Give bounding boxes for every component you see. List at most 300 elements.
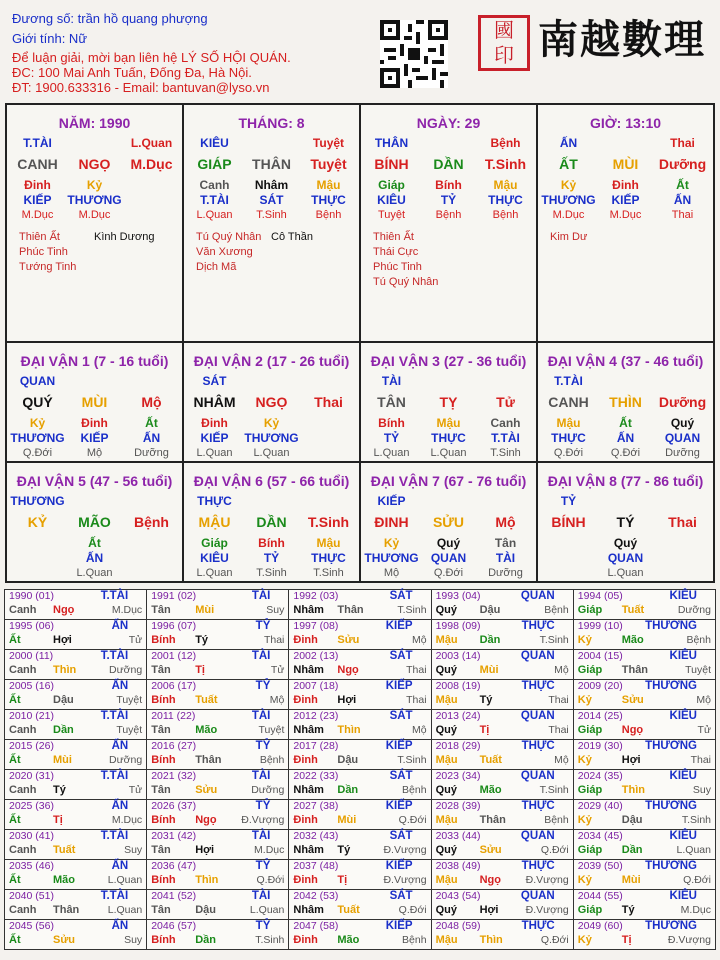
year-branch: Sửu xyxy=(53,934,76,946)
year-life-stage: Thai xyxy=(406,664,427,676)
star-row xyxy=(373,230,536,245)
year-line xyxy=(578,634,711,648)
year-label: 2021 (32) xyxy=(151,770,197,782)
year-cell xyxy=(5,920,147,950)
year-stem: Bính xyxy=(151,814,176,826)
year-label: 2023 (34) xyxy=(435,770,481,782)
ten-god-row xyxy=(538,131,713,153)
hidden-god xyxy=(123,193,179,208)
year-line xyxy=(578,814,711,828)
hidden-god: SÁT xyxy=(259,193,284,207)
year-life-stage: Suy xyxy=(124,934,143,946)
year-god: SÁT xyxy=(389,710,413,722)
year-god: KIÊU xyxy=(669,770,697,782)
year-stem: Giáp xyxy=(577,724,603,736)
year-line xyxy=(436,800,569,814)
year-branch: Tý xyxy=(337,844,351,856)
year-stem: Tân xyxy=(151,844,171,856)
year-god: TỶ xyxy=(255,860,271,872)
year-label: 2035 (46) xyxy=(9,860,54,872)
year-line xyxy=(9,874,142,888)
life-stage: L.Quan xyxy=(76,567,113,579)
hidden-god: ẤN xyxy=(142,431,161,445)
hidden-stem: Quý xyxy=(613,536,638,550)
year-stem: Canh xyxy=(9,784,37,796)
year-god: T.TÀI xyxy=(100,710,129,722)
year-label: 2039 (50) xyxy=(577,860,623,872)
year-row xyxy=(5,650,716,680)
year-life-stage: Bệnh xyxy=(686,634,711,646)
dai-van-title: ĐẠI VẬN 6 (57 - 66 tuổi) xyxy=(193,473,350,489)
year-line xyxy=(293,680,426,694)
hidden-stem-row xyxy=(184,175,359,193)
hidden-stem: Canh xyxy=(199,178,230,192)
year-line xyxy=(578,664,711,678)
year-branch: Tuất xyxy=(195,694,218,706)
year-cell xyxy=(289,890,431,920)
year-god: THƯƠNG xyxy=(645,680,697,692)
year-line xyxy=(151,830,284,844)
life-stage: L.Quan xyxy=(373,447,410,459)
stem-branch: CANH xyxy=(548,394,589,410)
year-life-stage: L.Quan xyxy=(676,844,711,856)
star-row xyxy=(196,260,359,275)
year-branch: Ngọ xyxy=(195,814,217,826)
bazi-chart xyxy=(5,103,715,583)
year-line xyxy=(436,920,569,934)
year-stem: Nhâm xyxy=(293,724,324,736)
hidden-stem: Quý xyxy=(670,416,695,430)
life-stage xyxy=(654,566,710,581)
year-label: 2004 (15) xyxy=(577,650,623,662)
year-branch: Dậu xyxy=(621,814,643,826)
year-line xyxy=(436,634,569,648)
life-stage: L.Quan xyxy=(196,447,233,459)
year-line xyxy=(151,634,284,648)
year-cell xyxy=(573,710,715,740)
stem-branch: BÍNH xyxy=(374,156,409,172)
hidden-god-row xyxy=(538,193,713,208)
hidden-god xyxy=(9,551,65,566)
life-stage-row xyxy=(184,446,359,461)
hidden-stem-row xyxy=(184,533,359,551)
year-branch: Thân xyxy=(479,814,506,826)
year-branch: Mùi xyxy=(195,604,215,616)
year-line xyxy=(9,860,142,874)
year-life-stage: Tử xyxy=(697,724,711,736)
year-branch: Tị xyxy=(53,814,63,826)
year-life-stage: Đ.Vượng xyxy=(383,874,427,886)
year-stem: Ất xyxy=(9,754,21,766)
year-cell xyxy=(147,590,289,620)
stem-branch: Thai xyxy=(668,514,697,530)
stem-branch: Mộ xyxy=(141,394,162,410)
year-branch: Mão xyxy=(337,934,360,946)
year-line xyxy=(151,814,284,828)
star-row xyxy=(550,230,713,245)
hidden-stem-row xyxy=(361,413,536,431)
year-label: 2001 (12) xyxy=(151,650,197,662)
stem-branch: M.Dục xyxy=(130,156,173,172)
year-cell xyxy=(431,710,573,740)
year-line xyxy=(578,724,711,738)
hidden-god: THƯƠNG xyxy=(10,431,65,445)
star-row xyxy=(373,260,536,275)
year-stem: Mậu xyxy=(435,634,458,646)
stem-branch: KỶ xyxy=(27,514,48,530)
year-label: 2002 (13) xyxy=(293,650,339,662)
year-label: 2009 (20) xyxy=(577,680,623,692)
life-stage xyxy=(123,566,179,581)
year-life-stage: Bệnh xyxy=(544,604,569,616)
contact-note: Để luận giải, mời bạn liên hệ LÝ SỐ HỘI QUÁN. xyxy=(12,50,291,65)
year-cell xyxy=(5,590,147,620)
year-line xyxy=(578,844,711,858)
year-line xyxy=(436,934,569,948)
star-name: Phúc Tinh xyxy=(373,261,422,273)
life-stage: Bệnh xyxy=(315,209,342,221)
year-branch: Sửu xyxy=(621,694,644,706)
hidden-god: THƯƠNG xyxy=(244,431,299,445)
year-cell xyxy=(147,710,289,740)
year-branch: Thân xyxy=(195,754,222,766)
life-stage-row xyxy=(361,446,536,461)
year-line xyxy=(436,770,569,784)
year-stem: Mậu xyxy=(435,694,458,706)
year-branch: Mão xyxy=(195,724,218,736)
gender: Giới tính: Nữ xyxy=(12,31,88,46)
year-life-stage: Bệnh xyxy=(402,934,427,946)
year-line xyxy=(293,590,426,604)
hidden-stem-row xyxy=(361,533,536,551)
year-life-stage: Đ.Vượng xyxy=(241,814,285,826)
year-cell xyxy=(5,740,147,770)
life-stage xyxy=(300,446,356,461)
stem-branch: GIÁP xyxy=(197,156,232,172)
year-god: THỰC xyxy=(521,920,555,932)
hidden-god-row xyxy=(7,193,182,208)
year-line xyxy=(9,754,142,768)
hidden-god: THỰC xyxy=(488,193,523,207)
life-stage: M.Dục xyxy=(609,209,642,221)
year-life-stage: Dưỡng xyxy=(109,754,143,766)
header xyxy=(0,0,720,100)
hidden-god: THƯƠNG xyxy=(364,551,419,565)
year-god: ẤN xyxy=(111,620,129,632)
year-branch: Hợi xyxy=(195,844,215,856)
year-label: 2027 (38) xyxy=(293,800,339,812)
year-branch: Mùi xyxy=(53,754,72,766)
hidden-god: THƯƠNG xyxy=(541,193,596,207)
year-line xyxy=(293,664,426,678)
hidden-stem xyxy=(300,415,356,431)
hidden-god: KIẾP xyxy=(80,431,109,445)
year-label: 2033 (44) xyxy=(435,830,481,842)
year-branch: Ngọ xyxy=(53,604,75,616)
year-god: KIÊU xyxy=(669,890,697,902)
year-stem: Tân xyxy=(151,664,171,676)
year-stem: Ất xyxy=(9,874,21,886)
year-line xyxy=(9,740,142,754)
hidden-god-row xyxy=(538,551,713,566)
year-line xyxy=(436,664,569,678)
year-life-stage: Q.Đới xyxy=(683,874,711,886)
life-stage: L.Quan xyxy=(607,567,644,579)
year-stem: Quý xyxy=(435,604,457,616)
year-row xyxy=(5,890,716,920)
year-cell xyxy=(147,890,289,920)
hidden-god: THƯƠNG xyxy=(67,193,122,207)
year-line xyxy=(436,784,569,798)
stem-branch: NHÂM xyxy=(193,394,236,410)
star-name: Thiên Ất xyxy=(373,231,414,243)
year-line xyxy=(293,770,426,784)
year-label: 2043 (54) xyxy=(435,890,481,902)
dai-van-7 xyxy=(360,462,537,582)
year-label: 2047 (58) xyxy=(293,920,339,932)
life-stage: Dưỡng xyxy=(488,567,523,579)
year-row xyxy=(5,620,716,650)
hidden-stem: Đinh xyxy=(612,178,639,192)
year-cell xyxy=(289,710,431,740)
year-life-stage: Bệnh xyxy=(544,814,569,826)
year-god: ẤN xyxy=(111,860,129,872)
year-label: 2010 (21) xyxy=(9,710,54,722)
year-branch: Tý xyxy=(479,694,493,706)
star-name: Phúc Tinh xyxy=(19,246,68,258)
pillar-hour xyxy=(537,104,714,342)
year-label: 2029 (40) xyxy=(577,800,623,812)
year-line xyxy=(578,694,711,708)
year-life-stage: Tuyệt xyxy=(685,664,711,676)
ten-god-row xyxy=(184,369,359,391)
hidden-stem xyxy=(540,535,596,551)
stem-branch: QUÝ xyxy=(22,394,53,410)
hidden-stem: Kỷ xyxy=(383,536,400,550)
ten-god-row xyxy=(7,489,182,511)
year-line xyxy=(151,694,284,708)
life-stage-row xyxy=(361,208,536,223)
year-branch: Mão xyxy=(53,874,75,886)
stem-branch: Bệnh xyxy=(133,514,169,530)
star-name: Kim Dư xyxy=(550,231,588,243)
year-line xyxy=(9,844,142,858)
year-cell xyxy=(573,740,715,770)
year-god: KIẾP xyxy=(385,620,413,632)
ten-god: QUAN xyxy=(19,374,56,388)
year-life-stage: L.Quan xyxy=(107,904,143,916)
year-cell xyxy=(573,650,715,680)
stem-branch: Thai xyxy=(314,394,343,410)
year-branch: Dần xyxy=(337,784,359,796)
stem-branch-row xyxy=(184,391,359,413)
year-cell xyxy=(289,920,431,950)
year-branch: Hợi xyxy=(337,694,357,706)
year-life-stage: Mộ xyxy=(554,664,569,676)
year-row xyxy=(5,770,716,800)
year-cell xyxy=(289,770,431,800)
year-cell xyxy=(289,800,431,830)
life-stage: L.Quan xyxy=(253,447,290,459)
stem-branch: Tử xyxy=(496,394,515,410)
ten-god: T.TÀI xyxy=(554,374,583,388)
year-branch: Dậu xyxy=(53,694,74,706)
hidden-god: TỶ xyxy=(263,551,280,565)
ten-god xyxy=(420,492,476,511)
year-branch: Thân xyxy=(621,664,649,676)
year-stem: Bính xyxy=(151,934,176,946)
year-life-stage: T.Sinh xyxy=(539,634,569,646)
year-label: 1993 (04) xyxy=(435,590,481,602)
hidden-god xyxy=(300,431,356,446)
year-cell xyxy=(573,590,715,620)
year-label: 1990 (01) xyxy=(9,590,54,602)
year-label: 2038 (49) xyxy=(435,860,481,872)
stem-branch: THÂN xyxy=(252,156,291,172)
year-cell xyxy=(5,800,147,830)
stem-branch: DẦN xyxy=(256,514,287,530)
year-line xyxy=(9,920,142,934)
stem-branch: T.Sinh xyxy=(307,514,350,530)
year-stem: Bính xyxy=(151,874,176,886)
year-cell xyxy=(5,620,147,650)
year-god: KIẾP xyxy=(385,680,413,692)
year-cell xyxy=(289,830,431,860)
ten-god xyxy=(243,134,299,153)
year-line xyxy=(9,634,142,648)
year-stem: Giáp xyxy=(577,844,603,856)
year-label: 2040 (51) xyxy=(9,890,54,902)
year-stem: Canh xyxy=(9,724,37,736)
year-branch: Dần xyxy=(53,724,74,736)
year-god: TÀI xyxy=(251,590,271,602)
year-line xyxy=(151,934,284,948)
year-line xyxy=(9,934,142,948)
stem-branch-row xyxy=(184,153,359,175)
year-life-stage: Mộ xyxy=(411,634,427,646)
year-line xyxy=(578,604,711,618)
hidden-stem: Kỷ xyxy=(263,416,280,430)
star-row xyxy=(196,230,359,245)
star-name: Kình Dương xyxy=(94,231,155,243)
year-god: TỶ xyxy=(255,740,271,752)
year-stem: Kỷ xyxy=(577,634,592,646)
hidden-stem-row xyxy=(7,413,182,431)
year-label: 1995 (06) xyxy=(9,620,54,632)
year-line xyxy=(293,634,426,648)
stem-branch: MÙI xyxy=(81,394,108,410)
ten-god xyxy=(123,492,179,511)
year-label: 1994 (05) xyxy=(577,590,623,602)
ten-god-row xyxy=(7,369,182,391)
year-cell xyxy=(573,860,715,890)
year-life-stage: Mộ xyxy=(554,754,569,766)
year-god: KIẾP xyxy=(385,920,413,932)
hidden-god-row xyxy=(184,431,359,446)
year-label: 2044 (55) xyxy=(577,890,623,902)
year-line xyxy=(293,754,426,768)
year-god: QUAN xyxy=(520,830,555,842)
year-stem: Giáp xyxy=(577,664,603,676)
year-line xyxy=(9,814,142,828)
dai-van-6 xyxy=(183,462,360,582)
ten-god-row xyxy=(538,369,713,391)
year-cell xyxy=(289,650,431,680)
star-row xyxy=(19,245,182,260)
year-cell xyxy=(147,860,289,890)
year-line xyxy=(578,710,711,724)
owner-name: Đương số: trần hồ quang phượng xyxy=(12,11,208,26)
hidden-stem: Kỷ xyxy=(29,416,46,430)
stem-branch: TÝ xyxy=(616,514,635,530)
year-line xyxy=(436,694,569,708)
year-branch: Tuất xyxy=(479,754,502,766)
hidden-god: TÀI xyxy=(495,551,516,565)
star-row xyxy=(196,245,359,260)
hidden-god: KIẾP xyxy=(200,431,229,445)
year-line xyxy=(293,604,426,618)
year-branch: Dậu xyxy=(337,754,359,766)
year-life-stage: Bệnh xyxy=(402,784,427,796)
year-line xyxy=(9,770,142,784)
year-life-stage: Mộ xyxy=(411,724,427,736)
year-god: THƯƠNG xyxy=(645,740,697,752)
year-god: SÁT xyxy=(389,650,413,662)
stem-branch: DẦN xyxy=(433,156,464,172)
year-branch: Thìn xyxy=(195,874,219,886)
year-line xyxy=(436,604,569,618)
year-stem: Mậu xyxy=(435,814,458,826)
year-line xyxy=(151,724,284,738)
phone-email[interactable]: ĐT: 1900.633316 - Email: bantuvan@lyso.vn xyxy=(12,80,270,95)
year-line xyxy=(151,664,284,678)
hidden-stem: Bính xyxy=(378,416,405,430)
year-cell xyxy=(431,920,573,950)
year-branch: Sửu xyxy=(337,634,360,646)
hidden-stem-row xyxy=(538,175,713,193)
year-cell xyxy=(573,830,715,860)
year-stem: Đinh xyxy=(293,754,318,766)
year-life-stage: M.Dục xyxy=(111,814,143,826)
year-cell xyxy=(431,830,573,860)
year-line xyxy=(436,740,569,754)
stem-branch: MÙI xyxy=(612,156,639,172)
life-stage xyxy=(123,208,179,223)
year-line xyxy=(9,680,142,694)
ten-god xyxy=(300,372,356,391)
year-line xyxy=(151,650,284,664)
pillar-title: NĂM: 1990 xyxy=(58,115,131,131)
year-line xyxy=(293,830,426,844)
qr-code-icon xyxy=(380,20,448,88)
hidden-stem: Ất xyxy=(676,178,689,192)
year-stem: Nhâm xyxy=(293,904,324,916)
year-cell xyxy=(573,770,715,800)
pillar-month xyxy=(183,104,360,342)
year-row xyxy=(5,680,716,710)
ten-god-row xyxy=(361,369,536,391)
year-god: TÀI xyxy=(251,830,271,842)
ten-god xyxy=(300,492,356,511)
year-row xyxy=(5,740,716,770)
year-branch: Tị xyxy=(195,664,205,676)
year-cell xyxy=(289,590,431,620)
year-label: 2017 (28) xyxy=(293,740,339,752)
year-label: 2032 (43) xyxy=(293,830,339,842)
year-row xyxy=(5,860,716,890)
year-cell xyxy=(147,770,289,800)
year-label: 2008 (19) xyxy=(435,680,481,692)
